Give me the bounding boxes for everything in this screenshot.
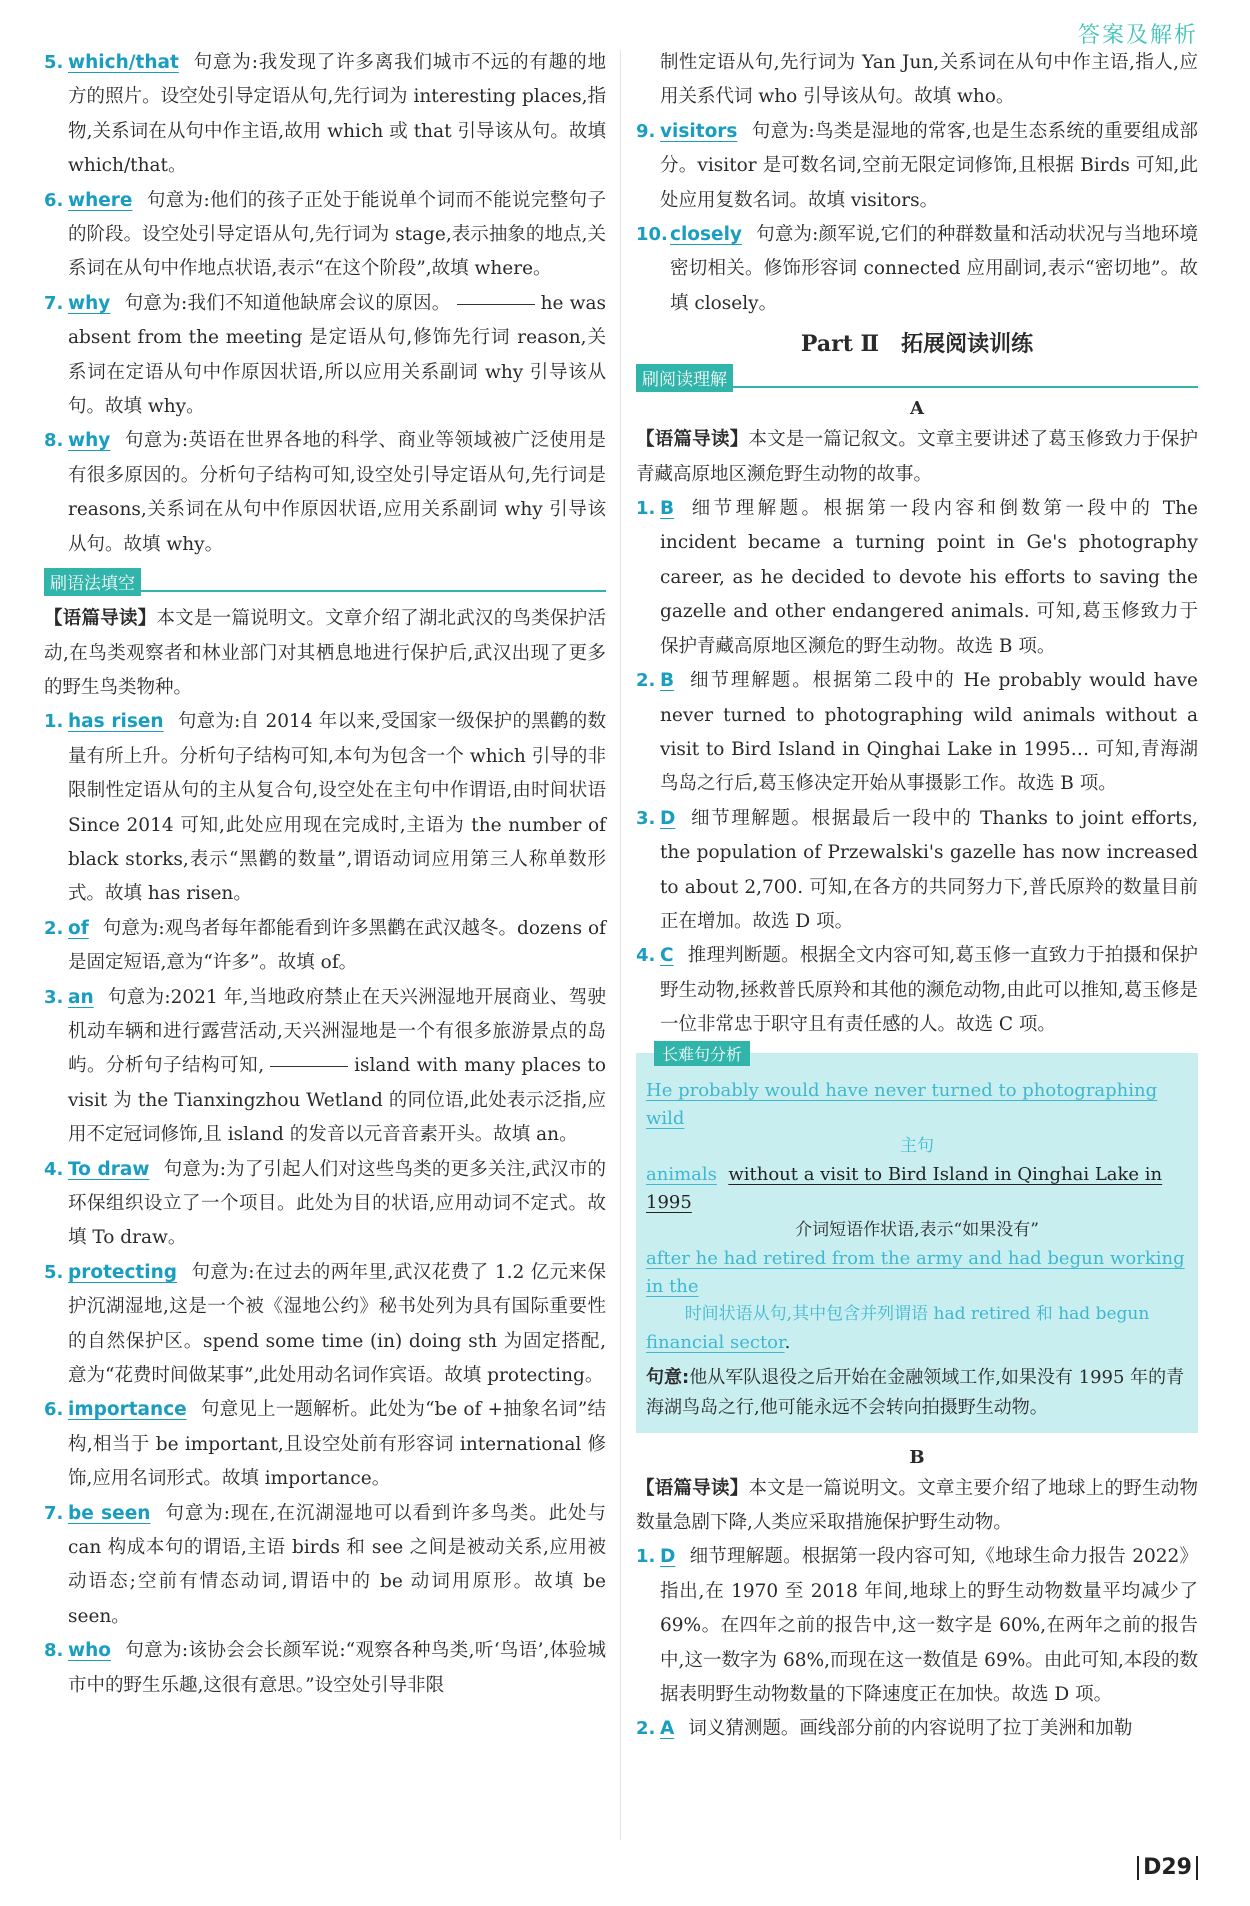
translation-label: 句意: xyxy=(646,1366,690,1388)
column-divider xyxy=(620,50,621,1840)
answer-item xyxy=(44,1256,606,1394)
analysis-line xyxy=(646,1077,1188,1133)
item-number: 3. xyxy=(44,986,64,1008)
prep-phrase-text: without a visit to Bird Island in Qinghai Lake in 1995 xyxy=(646,1163,1163,1213)
explanation: 句意见上一题解析。此处为“be of +抽象名词”结构,相当于 be important,且设空处前有形容词 international 修饰,应用名词形式。故填 importance。 xyxy=(68,1399,606,1490)
explanation: 制性定语从句,先行词为 Yan Jun,关系词在从句中作主语,指人,应用关系代词 who 引导该从句。故填 who。 xyxy=(660,52,1198,108)
answer: why xyxy=(68,292,111,314)
answer-item xyxy=(636,1712,1198,1746)
answer: has risen xyxy=(68,711,164,733)
answer-item xyxy=(44,981,606,1153)
answer: C xyxy=(660,945,674,967)
explanation: 句意为:自 2014 年以来,受国家一级保护的黑鹳的数量有所上升。分析句子结构可知,本句为包含一个 which 引导的非限制性定语从句的主从复合句,设空处在主句中作谓语,由时间状语 Since 2014 可知,此处应用现在完成时,主语为 the number of black storks,表示“黑鹳的数量”,谓语动词应用第三人称单数形式。故填 has risen。 xyxy=(68,711,606,905)
passage-guide xyxy=(44,602,606,705)
item-number: 9. xyxy=(636,120,656,142)
answer-item xyxy=(44,1153,606,1256)
answer: of xyxy=(68,917,89,939)
answer: closely xyxy=(670,224,742,246)
explanation: 细节理解题。根据最后一段中的 Thanks to joint efforts, the population of Przewalski's gazelle has now increased to about 2,700. 可知,在各方的共同努力下,普氏原羚的数量目前正在增加。故选 D 项。 xyxy=(660,807,1198,932)
item-number: 3. xyxy=(636,807,656,829)
explanation: 句意为:英语在世界各地的科学、商业等领域被广泛使用是有很多原因的。分析句子结构可知,设空处引导定语从句,先行词是 reasons,关系词在从句中作原因状语,应用关系副词 why 引导该从句。故填 why。 xyxy=(68,430,606,555)
time-clause-text: after he had retired from the army and had begun working in the xyxy=(646,1247,1185,1297)
answer: protecting xyxy=(68,1261,178,1283)
answer-item xyxy=(44,1393,606,1496)
answer: importance xyxy=(68,1399,187,1421)
explanation: 细节理解题。根据第一段内容和倒数第一段中的 The incident became a turning point in Ge's photography career, as he decided to devote his efforts to saving the gazelle and other endangered animals. 可知,葛玉修致力于保护青藏高原地区濒危的野生动物。故选 B 项。 xyxy=(660,498,1198,657)
answer-item xyxy=(636,939,1198,1042)
answer-item xyxy=(636,1540,1198,1712)
answer: be seen xyxy=(68,1502,151,1524)
explanation: 句意为:该协会会长颜军说:“观察各种鸟类,听‘鸟语’,体验城市中的野生乐趣,这很有意思。”设空处引导非限 xyxy=(68,1640,606,1696)
answer-item xyxy=(44,1497,606,1635)
blank-line xyxy=(270,1065,348,1067)
explanation: 句意为:观鸟者每年都能看到许多黑鹳在武汉越冬。dozens of 是固定短语,意为“许多”。故填 of。 xyxy=(68,917,606,974)
analysis-note: 主句 xyxy=(900,1135,934,1156)
right-column xyxy=(636,46,1198,1747)
analysis-note: 时间状语从句,其中包含并列谓语 had retired 和 had begun xyxy=(684,1303,1150,1324)
explanation: 细节理解题。根据第二段中的 He probably would have never turned to photographing wild animals without a visit to Bird Island in Qinghai Lake in 1995… 可知,青海湖鸟岛之行后,葛玉修决定开始从事摄影工作。故选 B 项。 xyxy=(660,670,1198,795)
passage-letter: B xyxy=(909,1446,925,1468)
answer-item xyxy=(636,218,1198,321)
answer-item xyxy=(636,664,1198,802)
guide-text: 本文是一篇说明文。文章主要介绍了地球上的野生动物数量急剧下降,人类应采取措施保护野生动物。 xyxy=(636,1477,1198,1533)
main-clause-text: He probably would have never turned to photographing wild xyxy=(646,1079,1158,1129)
answer: B xyxy=(660,670,675,692)
passage-letter: A xyxy=(910,398,924,420)
section-tag xyxy=(636,364,1198,390)
left-column xyxy=(44,46,606,1703)
answer-item xyxy=(44,912,606,981)
analysis-line xyxy=(646,1245,1188,1301)
item-number: 7. xyxy=(44,292,64,314)
answer-item xyxy=(44,424,606,562)
item-number: 1. xyxy=(636,498,656,520)
answer: an xyxy=(68,986,94,1008)
answer-item xyxy=(44,46,606,184)
passage-guide xyxy=(636,423,1198,492)
header-title: 答案及解析 xyxy=(1077,23,1198,48)
blank-line xyxy=(457,303,535,305)
answer: D xyxy=(660,1546,676,1568)
explanation: island with many places to visit 为 the Tianxingzhou Wetland 的同位语,此处表示泛指,应用不定冠词修饰,且 island 的发音以元音音素开头。故填 an。 xyxy=(68,1055,606,1146)
explanation: 词义猜测题。画线部分前的内容说明了拉丁美洲和加勒 xyxy=(688,1718,1133,1740)
answer-item xyxy=(636,802,1198,940)
section-tag-label: 刷语法填空 xyxy=(44,568,141,596)
explanation: he was absent from the meeting 是定语从句,修饰先行词 reason,关系词在定语从句中作原因状语,所以应用关系副词 why 引导该从句。故填 why。 xyxy=(68,292,606,418)
item-number: 2. xyxy=(44,917,64,939)
answer: A xyxy=(660,1718,675,1740)
analysis-note: 介词短语作状语,表示“如果没有” xyxy=(795,1219,1039,1240)
analysis-line: financial sector. xyxy=(646,1331,791,1353)
guide-label: 【语篇导读】 xyxy=(636,1477,749,1499)
answer: which/that xyxy=(68,52,179,73)
explanation: 句意为:在过去的两年里,武汉花费了 1.2 亿元来保护沉湖湿地,这是一个被《湿地公约》秘书处列为具有国际重要性的自然保护区。spend some time (in) doing sth 为固定搭配,意为“花费时间做某事”,此处用动名词作宾语。故填 protecting。 xyxy=(68,1261,606,1387)
main-clause-text: animals xyxy=(646,1163,717,1185)
answer: where xyxy=(68,189,133,211)
translation-text: 他从军队退役之后开始在金融领域工作,如果没有 1995 年的青海湖鸟岛之行,他可能永远不会转向拍摄野生动物。 xyxy=(646,1366,1185,1418)
answer-item xyxy=(44,184,606,287)
section-tag-label: 刷阅读理解 xyxy=(636,364,733,392)
answer-item-continued xyxy=(636,46,1198,115)
analysis-translation xyxy=(646,1363,1188,1423)
explanation: 句意为:我们不知道他缺席会议的原因。 xyxy=(124,292,451,314)
explanation: 句意为:我发现了许多离我们城市不远的有趣的地方的照片。设空处引导定语从句,先行词为 interesting places,指物,关系词在从句中作主语,故用 which 或 that 引导该从句。故填 which/that。 xyxy=(68,52,606,177)
item-number: 2. xyxy=(636,670,656,692)
part-title: Part Ⅱ 拓展阅读训练 xyxy=(800,331,1034,358)
sentence-analysis-box xyxy=(636,1044,1198,1433)
answer-item xyxy=(636,115,1198,218)
explanation: 句意为:为了引起人们对这些鸟类的更多关注,武汉市的环保组织设立了一个项目。此处为目的状语,应用动词不定式。故填 To draw。 xyxy=(68,1158,606,1249)
item-number: 4. xyxy=(44,1158,64,1180)
section-tag xyxy=(44,568,606,594)
explanation: 句意为:鸟类是湿地的常客,也是生态系统的重要组成部分。visitor 是可数名词,空前无限定词修饰,且根据 Birds 可知,此处应用复数名词。故填 visitors。 xyxy=(660,120,1198,211)
item-number: 4. xyxy=(636,945,656,967)
time-clause-text: financial sector xyxy=(646,1331,785,1353)
guide-text: 本文是一篇说明文。文章介绍了湖北武汉的鸟类保护活动,在鸟类观察者和林业部门对其栖息地进行保护后,武汉出现了更多的野生鸟类物种。 xyxy=(44,608,606,698)
explanation: 句意为:现在,在沉湖湿地可以看到许多鸟类。此处与 can 构成本句的谓语,主语 birds 和 see 之间是被动关系,应用被动语态;空前有情态动词,谓语中的 be 动词用原形。故填 be seen。 xyxy=(68,1502,606,1627)
explanation: 句意为:他们的孩子正处于能说单个词而不能说完整句子的阶段。设空处引导定语从句,先行词为 stage,表示抽象的地点,关系词在从句中作地点状语,表示“在这个阶段”,故填 where。 xyxy=(68,189,606,280)
answer: why xyxy=(68,430,111,452)
explanation: 推理判断题。根据全文内容可知,葛玉修一直致力于拍摄和保护野生动物,拯救普氏原羚和其他的濒危动物,由此可以推知,葛玉修是一位非常忠于职守且有责任感的人。故选 C 项。 xyxy=(660,945,1198,1036)
page-number: D29 xyxy=(1137,1856,1198,1880)
answer-item xyxy=(44,287,606,425)
answer: B xyxy=(660,498,675,520)
analysis-line xyxy=(646,1161,1188,1217)
passage-guide xyxy=(636,1472,1198,1541)
item-number: 2. xyxy=(636,1718,656,1740)
guide-label: 【语篇导读】 xyxy=(636,429,749,451)
answer-item xyxy=(636,492,1198,664)
item-number: 1. xyxy=(636,1546,656,1568)
answer: who xyxy=(68,1640,111,1662)
explanation: 句意为:颜军说,它们的种群数量和活动状况与当地环境密切相关。修饰形容词 connected 应用副词,表示“密切地”。故填 closely。 xyxy=(670,224,1198,314)
item-number: 7. xyxy=(44,1502,64,1524)
item-number: 10. xyxy=(636,224,668,246)
guide-text: 本文是一篇记叙文。文章主要讲述了葛玉修致力于保护青藏高原地区濒危野生动物的故事。 xyxy=(636,429,1198,485)
item-number: 6. xyxy=(44,189,64,211)
item-number: 1. xyxy=(44,711,64,733)
explanation: 细节理解题。根据第一段内容可知,《地球生命力报告 2022》指出,在 1970 至 2018 年间,地球上的野生动物数量平均减少了 69%。在四年之前的报告中,这一数字是 60%,在两年之前的报告中,这一数字为 68%,而现在这一数值是 69%。由此可知,本段的数据表明野生动物数量的下降速度正在加快。故选 D 项。 xyxy=(660,1546,1198,1705)
answer-item xyxy=(44,1634,606,1703)
item-number: 5. xyxy=(44,1261,64,1283)
answer: D xyxy=(660,807,676,829)
item-number: 8. xyxy=(44,1640,64,1662)
answer-item xyxy=(44,705,606,911)
answer: visitors xyxy=(660,120,738,142)
item-number: 5. xyxy=(44,52,64,73)
answer: To draw xyxy=(68,1158,150,1180)
guide-label: 【语篇导读】 xyxy=(44,608,157,630)
analysis-tag: 长难句分析 xyxy=(654,1041,750,1066)
item-number: 8. xyxy=(44,430,64,452)
explanation: 句意为:2021 年,当地政府禁止在天兴洲湿地开展商业、驾驶机动车辆和进行露营活动,天兴洲湿地是一个有很多旅游景点的岛屿。分析句子结构可知, xyxy=(68,986,606,1077)
item-number: 6. xyxy=(44,1399,64,1421)
